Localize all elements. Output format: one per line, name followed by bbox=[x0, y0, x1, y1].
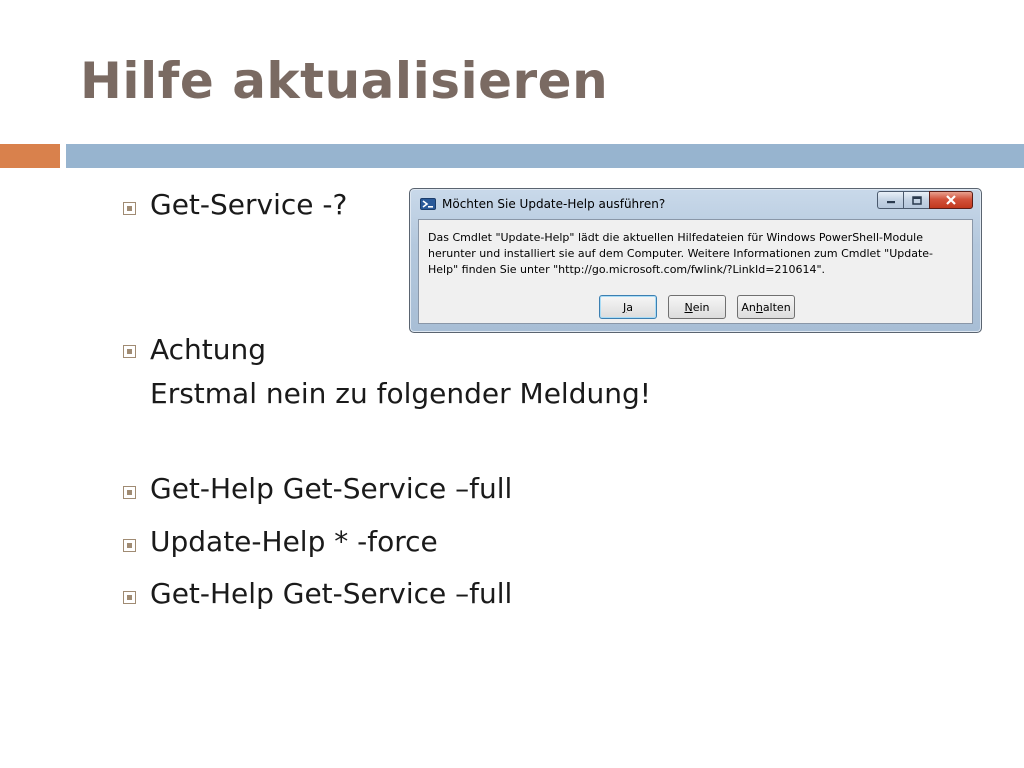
bullet-line: Update-Help * -force bbox=[150, 525, 438, 558]
bullet-line: Erstmal nein zu folgender Meldung! bbox=[150, 377, 651, 410]
dialog-message bbox=[428, 230, 968, 278]
bullet-item-get-help-1 bbox=[120, 472, 513, 509]
square-bullet-icon bbox=[120, 533, 138, 557]
no-button[interactable] bbox=[668, 295, 726, 319]
stop-label-pre: An bbox=[741, 300, 756, 314]
dialog-titlebar[interactable] bbox=[410, 189, 981, 219]
dialog-title: Möchten Sie Update-Help ausführen? bbox=[442, 197, 666, 211]
bullet-text bbox=[150, 328, 651, 416]
update-help-dialog bbox=[409, 188, 982, 333]
bullet-text bbox=[150, 185, 347, 225]
square-bullet-icon bbox=[120, 480, 138, 504]
dialog-button-row bbox=[599, 295, 806, 319]
bullet-line: Achtung bbox=[150, 333, 267, 366]
yes-label-mnemonic: J bbox=[623, 300, 627, 314]
bullet-text bbox=[150, 522, 438, 562]
bullet-text bbox=[150, 469, 512, 509]
stop-label-post: alten bbox=[762, 300, 791, 314]
bullet-text bbox=[150, 574, 512, 614]
maximize-button[interactable] bbox=[903, 191, 929, 209]
no-label-post: ein bbox=[692, 300, 710, 314]
maximize-icon bbox=[912, 196, 922, 205]
bullet-item-get-help-2 bbox=[120, 577, 513, 614]
dialog-body bbox=[418, 219, 973, 324]
accent-bar-orange bbox=[0, 144, 60, 168]
dialog-message-line: herunter und installiert sie auf dem Computer. Weitere Informationen zum Cmdlet "Update- bbox=[428, 247, 933, 260]
bullet-line: Get-Service -? bbox=[150, 188, 348, 221]
yes-label-post: a bbox=[626, 300, 633, 314]
no-label-mnemonic: N bbox=[684, 300, 693, 314]
close-button[interactable] bbox=[929, 191, 973, 209]
minimize-button[interactable] bbox=[877, 191, 903, 209]
bullet-item-get-service bbox=[120, 188, 348, 225]
slide-title: Hilfe aktualisieren bbox=[80, 52, 609, 110]
dialog-message-line: Das Cmdlet "Update-Help" lädt die aktuellen Hilfedateien für Windows PowerShell-Module bbox=[428, 231, 923, 244]
yes-button[interactable] bbox=[599, 295, 657, 319]
minimize-icon bbox=[886, 196, 896, 204]
bullet-item-update-help bbox=[120, 525, 438, 562]
stop-button[interactable] bbox=[737, 295, 795, 319]
square-bullet-icon bbox=[120, 339, 138, 363]
bullet-line: Get-Help Get-Service –full bbox=[150, 577, 513, 610]
dialog-message-line: Help" finden Sie unter "http://go.microsoft.com/fwlink/?LinkId=210614". bbox=[428, 263, 826, 276]
square-bullet-icon bbox=[120, 585, 138, 609]
window-controls bbox=[877, 191, 973, 209]
stop-label-mnemonic: h bbox=[755, 300, 763, 314]
close-icon bbox=[945, 195, 957, 205]
accent-bar-blue bbox=[66, 144, 1024, 168]
bullet-line: Get-Help Get-Service –full bbox=[150, 472, 513, 505]
bullet-item-achtung bbox=[120, 335, 651, 416]
square-bullet-icon bbox=[120, 196, 138, 220]
powershell-icon bbox=[420, 196, 436, 212]
